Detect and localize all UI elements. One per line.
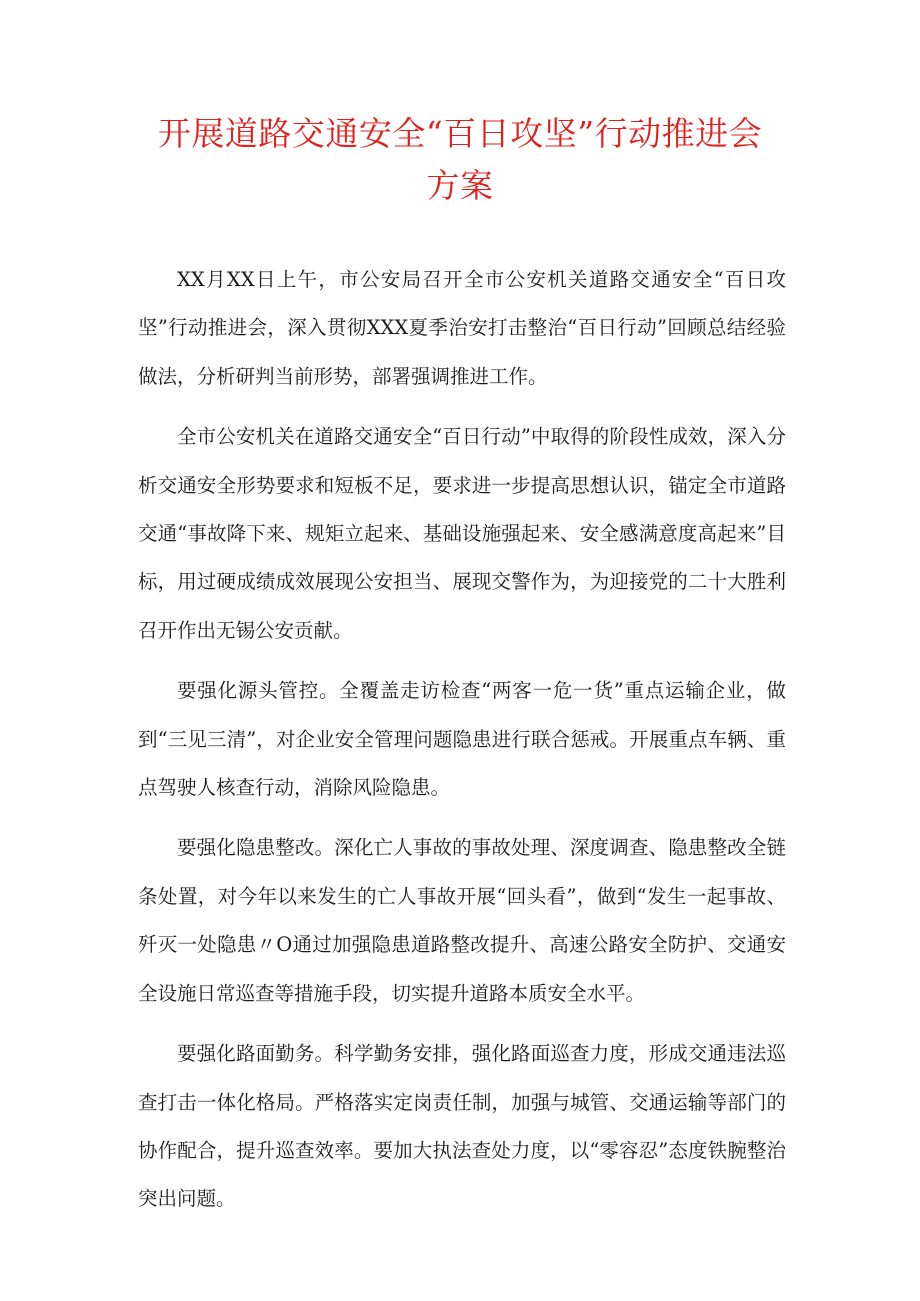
title-line-1: 开展道路交通安全“百日攻坚”行动推进会	[157, 114, 763, 153]
paragraph-5: 要强化路面勤务。科学勤务安排，强化路面巡查力度，形成交通违法巡查打击一体化格局。严格落实定岗责任制，加强与城管、交通运输等部门的协作配合，提升巡查效率。要加大执法查处力度，以“零容忍”态度铁腕整治突出问题。	[138, 1042, 786, 1211]
title-line-2: 方案	[426, 166, 494, 205]
document-body	[138, 256, 786, 1236]
document-title	[120, 108, 800, 212]
paragraph-1: XX月XX日上午，市公安局召开全市公安机关道路交通安全“百日攻坚”行动推进会，深入贯彻XXX夏季治安打击整治“百日行动”回顾总结经验做法，分析研判当前形势，部署强调推进工作。	[138, 268, 786, 388]
paragraph-3: 要强化源头管控。全覆盖走访检查“两客一危一货”重点运输企业，做到“三见三清”，对企业安全管理问题隐患进行联合惩戒。开展重点车辆、重点驾驶人核查行动，消除风险隐患。	[138, 679, 786, 800]
paragraph-2: 全市公安机关在道路交通安全“百日行动”中取得的阶段性成效，深入分析交通安全形势要求和短板不足，要求进一步提高思想认识，锚定全市道路交通“事故降下来、规矩立起来、基础设施强起来、安全感满意度高起来”目标，用过硬成绩成效展现公安担当、展现交警作为，为迎接党的二十大胜利召开作出无锡公安贡献。	[138, 425, 786, 642]
paragraph-4: 要强化隐患整改。深化亡人事故的事故处理、深度调查、隐患整改全链条处置，对今年以来发生的亡人事故开展“回头看”，做到“发生一起事故、歼灭一处隐患〃O通过加强隐患道路整改提升、高速公路安全防护、交通安全设施日常巡查等措施手段，切实提升道路本质安全水平。	[138, 836, 786, 1005]
